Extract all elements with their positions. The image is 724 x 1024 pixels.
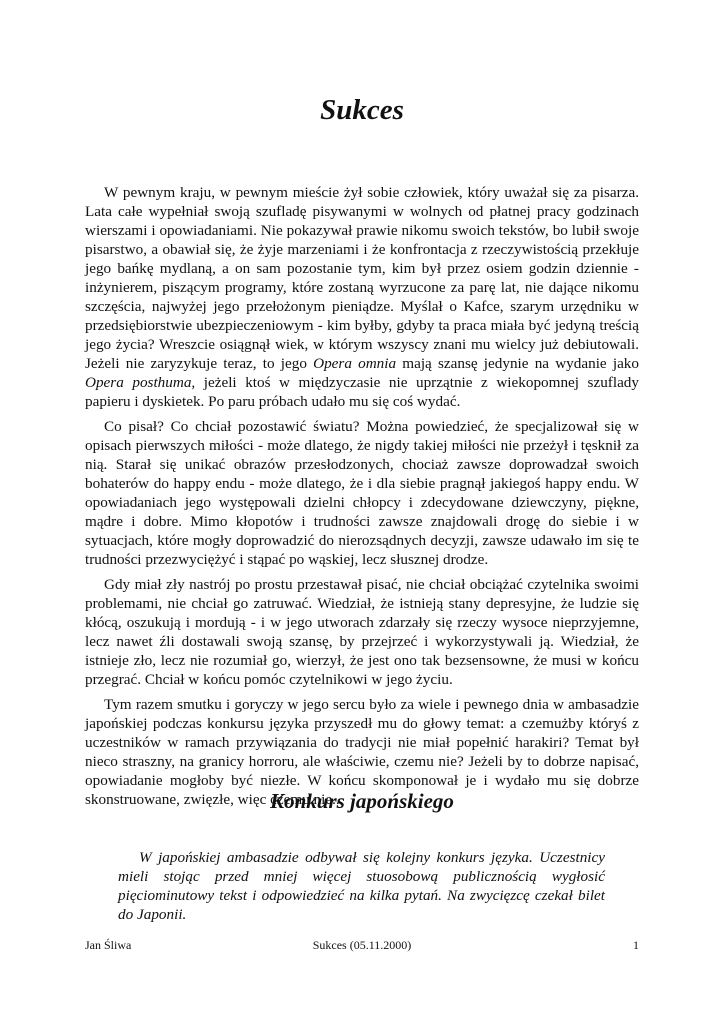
footer-author: Jan Śliwa [85, 938, 132, 952]
paragraph-1 [85, 183, 639, 411]
document-title: Sukces [320, 94, 404, 126]
paragraph-1-italic-opera-posthuma: Opera posthuma [85, 374, 192, 391]
paragraph-1-text-b: mają szansę jedynie na wydanie jako [396, 355, 639, 372]
section-intro: W japońskiej ambasadzie odbywał się kolejny konkurs języka. Uczestnicy mieli stojąc przed mniej więcej stuosobową publicznością wygłosić pięciominutowy tekst i odpowiedzieć na kilka pytań. Na zwycięzcę czekał bilet do Japonii. [118, 849, 605, 923]
section-subtitle: Konkurs japońskiego [270, 789, 454, 813]
paragraph-1-text-c: , jeżeli ktoś w międzyczasie nie uprzątnie z wiekopomnej szuflady papieru i dyskietek. Po paru próbach udało mu się coś wydać. [85, 374, 639, 410]
paragraph-1-text-a: W pewnym kraju, w pewnym mieście żył sobie człowiek, który uważał się za pisarza. Lata całe wypełniał swoją szufladę pisywanymi w wolnych od płatnej pracy godzinach wierszami i opowiadaniami. Nie pokazywał prawie nikomu swoich tekstów, bo lubił swoje pisarstwo, a obawiał się, że żyje marzeniami i że konfrontacja z rzeczywistością przekłuje jego bańkę mydlaną, a on sam pozostanie tym, kim był przez osiem godzin dziennie - inżynierem, piszącym programy, które zostaną wyrzucone za parę lat, nie dające nikomu szczęścia, najwyżej jego przełożonym pieniądze. Myślał o Kafce, szarym urzędniku w przedsiębiorstwie ubezpieczeniowym - kim byłby, gdyby ta praca miała być jedyną treścią jego życia? Wreszcie osiągnął wiek, w którym wszyscy znani mu wielcy już debiutowali. Jeżeli nie zaryzykuje teraz, to jego [85, 184, 639, 372]
footer-title-date: Sukces (05.11.2000) [312, 938, 412, 952]
paragraph-3-text: Gdy miał zły nastrój po prostu przestawał pisać, nie chciał obciążać czytelnika swoimi problemami, nie chciał go zatruwać. Wiedział, że istnieją stany depresyjne, że ludzie się kłócą, oszukują i mordują - i w jego utworach zdarzały się rzeczy wysoce nieprzyjemne, lecz nawet źli dostawali swoją szansę, by przejrzeć i wykorzystywali ją. Wiedział, że istnieje zło, lecz nie rozumiał go, wierzył, że jest ono tak bezsensowne, że musi w końcu przegrać. Chciał w końcu pomóc czytelnikowi w jego życiu. [85, 576, 639, 688]
paragraph-3 [85, 575, 639, 689]
paragraph-2 [85, 417, 639, 569]
paragraph-1-italic-opera-omnia: Opera omnia [313, 355, 397, 372]
paragraph-4-text: Tym razem smutku i goryczy w jego sercu było za wiele i pewnego dnia w ambasadzie japońskiej podczas konkursu języka przyszedł mu do głowy temat: a czemużby któryś z uczestników w ramach przywiązania do tradycji nie miał popełnić harakiri? Temat był nieco straszny, na granicy horroru, ale właściwie, czemu nie? Jeżeli by to dobrze napisać, opowiadanie mogłoby być niezłe. W końcu skomponował je i wydało mu się dobrze skonstruowane, zwięzłe, więc czemu nie... [85, 696, 639, 808]
page-footer [85, 938, 639, 956]
paragraph-2-text: Co pisał? Co chciał pozostawić światu? Można powiedzieć, że specjalizował się w opisach pierwszych miłości - może dlatego, że nigdy takiej miłości nie przeżył i tęsknił za nią. Starał się unikać obrazów przesłodzonych, chociaż zawsze doprowadzał swoich bohaterów do happy endu - może dlatego, że i dla siebie pragnął jakiegoś happy endu. W opowiadaniach jego występowali dzielni chłopcy i zdecydowane dziewczyny, piękne, mądre i dobre. Mimo kłopotów i trudności zawsze znajdowali drogę do siebie i w sytuacjach, które mogły doprowadzić do nierozsądnych decyzji, zawsze udawało im się te trudności przezwyciężyć i stąpać po wąskiej, lecz słusznej drodze. [85, 418, 639, 568]
body-text [85, 183, 639, 815]
footer-page-number: 1 [633, 938, 639, 952]
